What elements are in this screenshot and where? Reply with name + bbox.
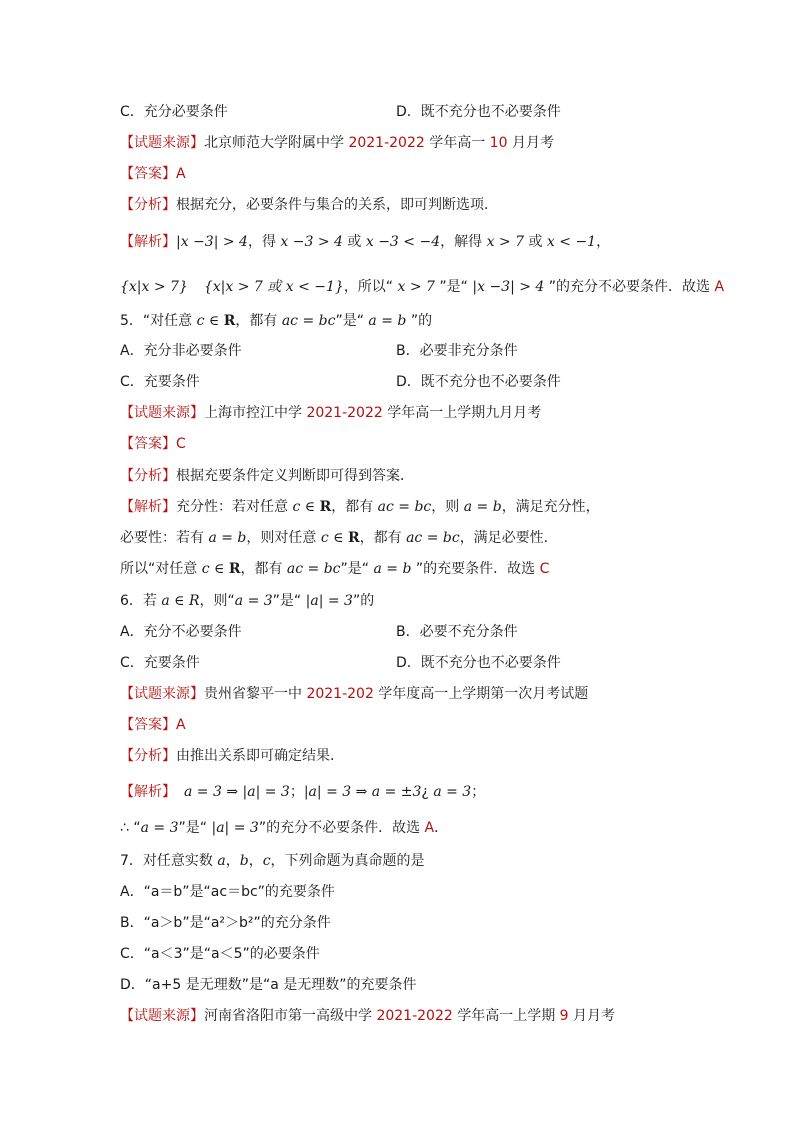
q4-option-d: D．既不充分也不必要条件 (396, 104, 561, 120)
stem-text: ，都有 (235, 313, 282, 329)
q6-option-a: A．充分不必要条件 (120, 624, 242, 640)
source-text: 月月考 (568, 1008, 616, 1024)
math-expr: R (223, 313, 236, 329)
analysis-text: 根据充分，必要条件与集合的关系，即可判断选项． (176, 197, 498, 213)
source-tag: 【试题来源】 (120, 686, 204, 702)
solution-text: ，都有 (240, 561, 287, 577)
stem-text: ”的 (352, 593, 375, 609)
q6-source (120, 684, 588, 704)
analysis-tag: 【分析】 (120, 197, 176, 213)
answer-value: A (176, 717, 186, 733)
source-text: 学年度高一上学期第一次月考试题 (373, 686, 589, 702)
solution-text: 或 (524, 234, 547, 250)
q7-source (120, 1006, 615, 1026)
math-set: {x|x > 7 或 x < −1} (203, 279, 344, 295)
q5-option-b: B．必要非充分条件 (396, 343, 518, 359)
math-expr: ac = bc (377, 499, 432, 515)
math-expr: a = b (369, 561, 416, 577)
q5-option-d: D．既不充分也不必要条件 (396, 374, 561, 390)
stem-text: ”的 (410, 313, 433, 329)
solution-text: ¿ (421, 784, 434, 800)
math-expr: a = b (208, 530, 247, 546)
math-expr: c ∈ (320, 530, 348, 546)
math-expr: a = 3 (140, 820, 179, 836)
math-expr: ac = bc (281, 313, 336, 329)
q5-solution-line-3 (120, 559, 549, 579)
solution-text: ”是“ (439, 279, 468, 295)
solution-text: ，解得 (440, 234, 487, 250)
solution-answer: A (714, 279, 725, 295)
stem-text: ，下列命题为真命题的是 (270, 853, 425, 869)
source-month: 10 (489, 135, 508, 151)
stem-text: 5．“对任意 (120, 313, 197, 329)
math-expr: a = b (363, 313, 411, 329)
stem-text: ，则“ (199, 593, 235, 609)
math-expr: a = 3 ⇒ |a| = 3 (184, 784, 290, 800)
source-year: 2021-202 (306, 686, 374, 702)
solution-answer: C (539, 561, 550, 577)
stem-text: ， (248, 853, 263, 869)
math-expr: c ∈ (292, 499, 320, 515)
math-expr: a ∈ R (161, 593, 200, 609)
math-expr: x > 7 (393, 279, 440, 295)
solution-tag: 【解析】 (120, 234, 176, 250)
math-expr: x < −1 (546, 234, 597, 250)
solution-text: ”的充要条件．故选 (415, 561, 540, 577)
math-expr: |x −3| > 4 (176, 234, 248, 250)
solution-answer: A (424, 820, 435, 836)
solution-text: ，都有 (359, 530, 407, 546)
analysis-tag: 【分析】 (120, 748, 176, 764)
solution-text: 或 (342, 234, 366, 250)
source-tag: 【试题来源】 (120, 135, 204, 151)
q5-solution-line-2 (120, 528, 558, 548)
q6-solution-line-1 (120, 782, 485, 802)
q4-solution-line-1 (120, 232, 610, 252)
q4-solution-line-2 (120, 277, 724, 297)
solution-text: 充分性：若对任意 (176, 499, 293, 515)
source-tag: 【试题来源】 (120, 405, 204, 421)
stem-text: 7．对任意实数 (120, 853, 218, 869)
solution-text: ∴ “ (120, 820, 141, 836)
source-tag: 【试题来源】 (120, 1008, 204, 1024)
solution-text: ，则对任意 (246, 530, 321, 546)
source-text: 上海市控江中学 (204, 405, 307, 421)
q7-option-d: D．“a+5 是无理数”是“a 是无理数”的充要条件 (120, 977, 417, 993)
q4-answer (120, 164, 186, 184)
solution-tag: 【解析】 (120, 499, 176, 515)
analysis-text: 根据充要条件定义判断即可得到答案． (176, 468, 414, 484)
source-year: 2021-2022 (306, 405, 383, 421)
q6-conclusion (120, 818, 448, 838)
math-expr: a = b (463, 499, 502, 515)
solution-text: ． (434, 820, 449, 836)
math-expr: ac = bc (406, 530, 460, 546)
solution-text: ，都有 (331, 499, 378, 515)
solution-text: 所以“对任意 (120, 561, 202, 577)
q6-option-b: B．必要不充分条件 (396, 624, 518, 640)
q5-source (120, 403, 541, 423)
stem-text: 6．若 (120, 593, 162, 609)
source-text: 学年高一上学期 (452, 1008, 560, 1024)
source-text: 河南省洛阳市第一高级中学 (204, 1008, 377, 1024)
answer-value: A (176, 166, 186, 182)
math-expr: x > 7 (486, 234, 525, 250)
math-expr: |a| = 3 (301, 593, 353, 609)
q5-answer (120, 434, 186, 454)
source-text: 北京师范大学附属中学 (204, 135, 349, 151)
solution-tag: 【解析】 (120, 784, 176, 800)
source-year: 2021-2022 (348, 135, 425, 151)
solution-text: ”是“ (178, 820, 212, 836)
q5-option-a: A．充分非必要条件 (120, 343, 242, 359)
source-year: 2021-2022 (376, 1008, 453, 1024)
source-text: 学年高一 (424, 135, 490, 151)
solution-text: ”是“ (340, 561, 370, 577)
solution-text: ”的充分不必要条件．故选 (258, 820, 425, 836)
q6-option-c: C．充要条件 (120, 655, 200, 671)
math-expr: c (262, 853, 271, 869)
q5-option-c: C．充要条件 (120, 374, 200, 390)
q4-option-c: C．充分必要条件 (120, 104, 228, 120)
solution-text: ，所以“ (343, 279, 394, 295)
q5-stem (120, 311, 432, 331)
math-expr: R (347, 530, 360, 546)
solution-text: ，满足充分性， (501, 499, 600, 515)
solution-text: ； (289, 784, 304, 800)
math-expr: a (217, 853, 226, 869)
answer-tag: 【答案】 (120, 166, 176, 182)
solution-text: ，得 (247, 234, 281, 250)
math-expr: c ∈ (196, 313, 224, 329)
stem-text: ， (225, 853, 240, 869)
analysis-text: 由推出关系即可确定结果． (176, 748, 344, 764)
stem-text: ”是“ (335, 313, 364, 329)
math-expr: x −3 > 4 (280, 234, 343, 250)
q7-option-a: A．“a＝b”是“ac＝bc”的充要条件 (120, 884, 335, 900)
source-text: 学年高一上学期九月月考 (382, 405, 542, 421)
math-expr: x −3 < −4 (365, 234, 441, 250)
math-expr: R (319, 499, 332, 515)
q6-analysis (120, 746, 344, 766)
q6-stem (120, 591, 374, 611)
math-expr: ac = bc (286, 561, 341, 577)
math-expr: a = 3 (234, 593, 273, 609)
q5-analysis (120, 466, 414, 486)
math-expr: c ∈ (201, 561, 229, 577)
stem-text: ”是“ (272, 593, 302, 609)
math-set: {x|x > 7} (120, 279, 188, 295)
analysis-tag: 【分析】 (120, 468, 176, 484)
q5-solution-line-1 (120, 497, 600, 517)
math-expr: |x −3| > 4 (467, 279, 549, 295)
math-expr: a = 3 (433, 784, 472, 800)
q7-option-c: C．“a＜3”是“a＜5”的必要条件 (120, 946, 320, 962)
source-text: 月月考 (507, 135, 554, 151)
source-month: 9 (559, 1008, 569, 1024)
q7-option-b: B．“a＞b”是“a²＞b²”的充分条件 (120, 915, 331, 931)
q4-source (120, 133, 554, 153)
solution-text: 必要性：若有 (120, 530, 209, 546)
solution-text: ”的充分不必要条件．故选 (548, 279, 715, 295)
solution-text: ， (596, 234, 611, 250)
q7-stem (120, 851, 425, 871)
answer-tag: 【答案】 (120, 717, 176, 733)
math-expr: |a| = 3 (211, 820, 259, 836)
solution-text: ； (471, 784, 486, 800)
q6-answer (120, 715, 186, 735)
solution-text: ，满足必要性． (459, 530, 558, 546)
source-text: 贵州省黎平一中 (204, 686, 307, 702)
math-expr: R (228, 561, 241, 577)
math-expr: |a| = 3 ⇒ a = ±3 (303, 784, 422, 800)
answer-value: C (176, 436, 186, 452)
q6-option-d: D．既不充分也不必要条件 (396, 655, 561, 671)
solution-text: ，则 (431, 499, 464, 515)
math-expr: b (239, 853, 249, 869)
q4-analysis (120, 195, 498, 215)
answer-tag: 【答案】 (120, 436, 176, 452)
